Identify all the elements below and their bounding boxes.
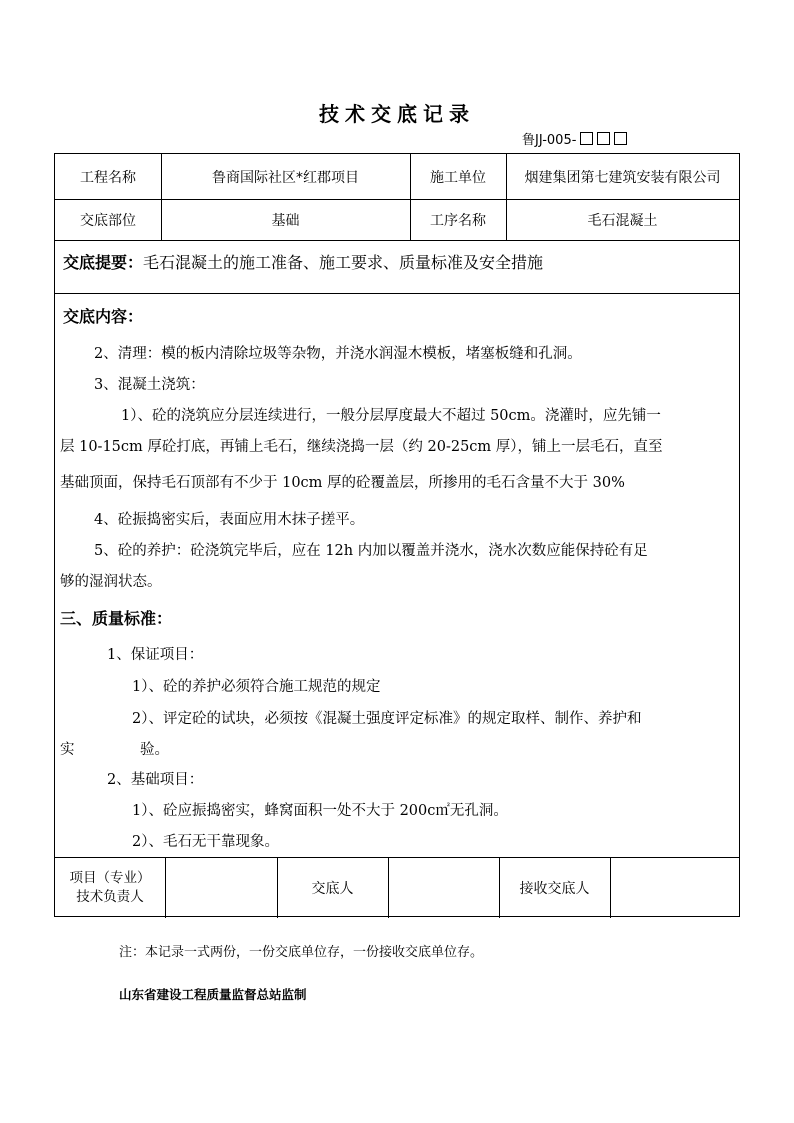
part-label: 交底部位 xyxy=(80,212,136,229)
content-line: 层 10-15cm 厚砼打底，再铺上毛石，继续浇捣一层（约 20-25cm 厚），铺上一层毛石，直至 xyxy=(60,439,663,455)
footer-note: 注：本记录一式两份，一份交底单位存，一份接收交底单位存。 xyxy=(119,945,484,960)
document-number-prefix: 鲁JJ-005- xyxy=(522,133,577,148)
content-line: 够的湿润状态。 xyxy=(60,574,162,590)
quality-line: 2）、评定砼的试块，必须按《混凝土强度评定标准》的规定取样、制作、养护和 xyxy=(132,711,642,727)
quality-heading: 三、质量标准： xyxy=(60,609,173,628)
table-row-divider xyxy=(55,240,739,241)
tech-lead-signature-field[interactable] xyxy=(165,857,277,918)
document-number-box-2 xyxy=(597,132,610,145)
tech-lead-label-line-2: 技术负责人 xyxy=(76,888,144,905)
content-line: 2、清理：模的板内清除垃圾等杂物，并浇水润湿木模板，堵塞板缝和孔洞。 xyxy=(94,346,582,362)
document-number-box-3 xyxy=(614,132,627,145)
content-line: 基础顶面，保持毛石顶部有不少于 10cm 厚的砼覆盖层，所掺用的毛石含量不大于 30% xyxy=(60,475,625,491)
quality-line: 2、基础项目： xyxy=(107,772,204,788)
quality-line: 2）、毛石无干靠现象。 xyxy=(132,834,279,850)
document-number xyxy=(522,129,627,148)
content-line: 1）、砼的浇筑应分层连续进行，一般分层厚度最大不超过 50cm。浇灌时，应先铺一 xyxy=(121,408,661,424)
project-name-value: 鲁商国际社区*红郡项目 xyxy=(212,169,359,186)
tech-lead-label xyxy=(55,857,165,918)
record-table xyxy=(54,153,740,917)
tech-lead-label-line-1: 项目（专业） xyxy=(69,869,151,886)
summary-row xyxy=(63,250,543,273)
receiver-signature-field[interactable] xyxy=(610,857,739,918)
content-line: 4、砼振捣密实后，表面应用木抹子搓平。 xyxy=(94,512,365,528)
quality-line: 1）、砼的养护必须符合施工规范的规定 xyxy=(132,679,381,695)
content-label: 交底内容： xyxy=(63,307,144,326)
discloser-label: 交底人 xyxy=(311,880,354,897)
construction-unit-label: 施工单位 xyxy=(430,169,486,186)
quality-line: 实 xyxy=(60,742,75,758)
quality-line: 1）、砼应振捣密实，蜂窝面积一处不大于 200c㎡无孔洞。 xyxy=(132,803,508,819)
part-value: 基础 xyxy=(271,212,300,229)
content-line: 5、砼的养护：砼浇筑完毕后，应在 12h 内加以覆盖并浇水，浇水次数应能保持砼有足 xyxy=(94,543,648,559)
construction-unit-value: 烟建集团第七建筑安装有限公司 xyxy=(524,169,721,186)
document-number-box-1 xyxy=(580,132,593,145)
summary-label: 交底提要： xyxy=(63,253,144,272)
footer-issuer: 山东省建设工程质量监督总站监制 xyxy=(119,987,307,1002)
quality-line: 验。 xyxy=(140,742,169,758)
project-name-label: 工程名称 xyxy=(80,169,136,186)
quality-line: 1、保证项目： xyxy=(107,647,204,663)
discloser-signature-field[interactable] xyxy=(388,857,499,918)
process-label: 工序名称 xyxy=(430,212,486,229)
summary-text: 毛石混凝土的施工准备、施工要求、质量标准及安全措施 xyxy=(143,253,544,272)
content-line: 3、混凝土浇筑： xyxy=(94,377,205,393)
table-row-divider xyxy=(55,293,739,294)
document-title: 技术交底记录 xyxy=(319,102,475,126)
process-value: 毛石混凝土 xyxy=(587,212,658,229)
receiver-label: 接收交底人 xyxy=(519,880,590,897)
